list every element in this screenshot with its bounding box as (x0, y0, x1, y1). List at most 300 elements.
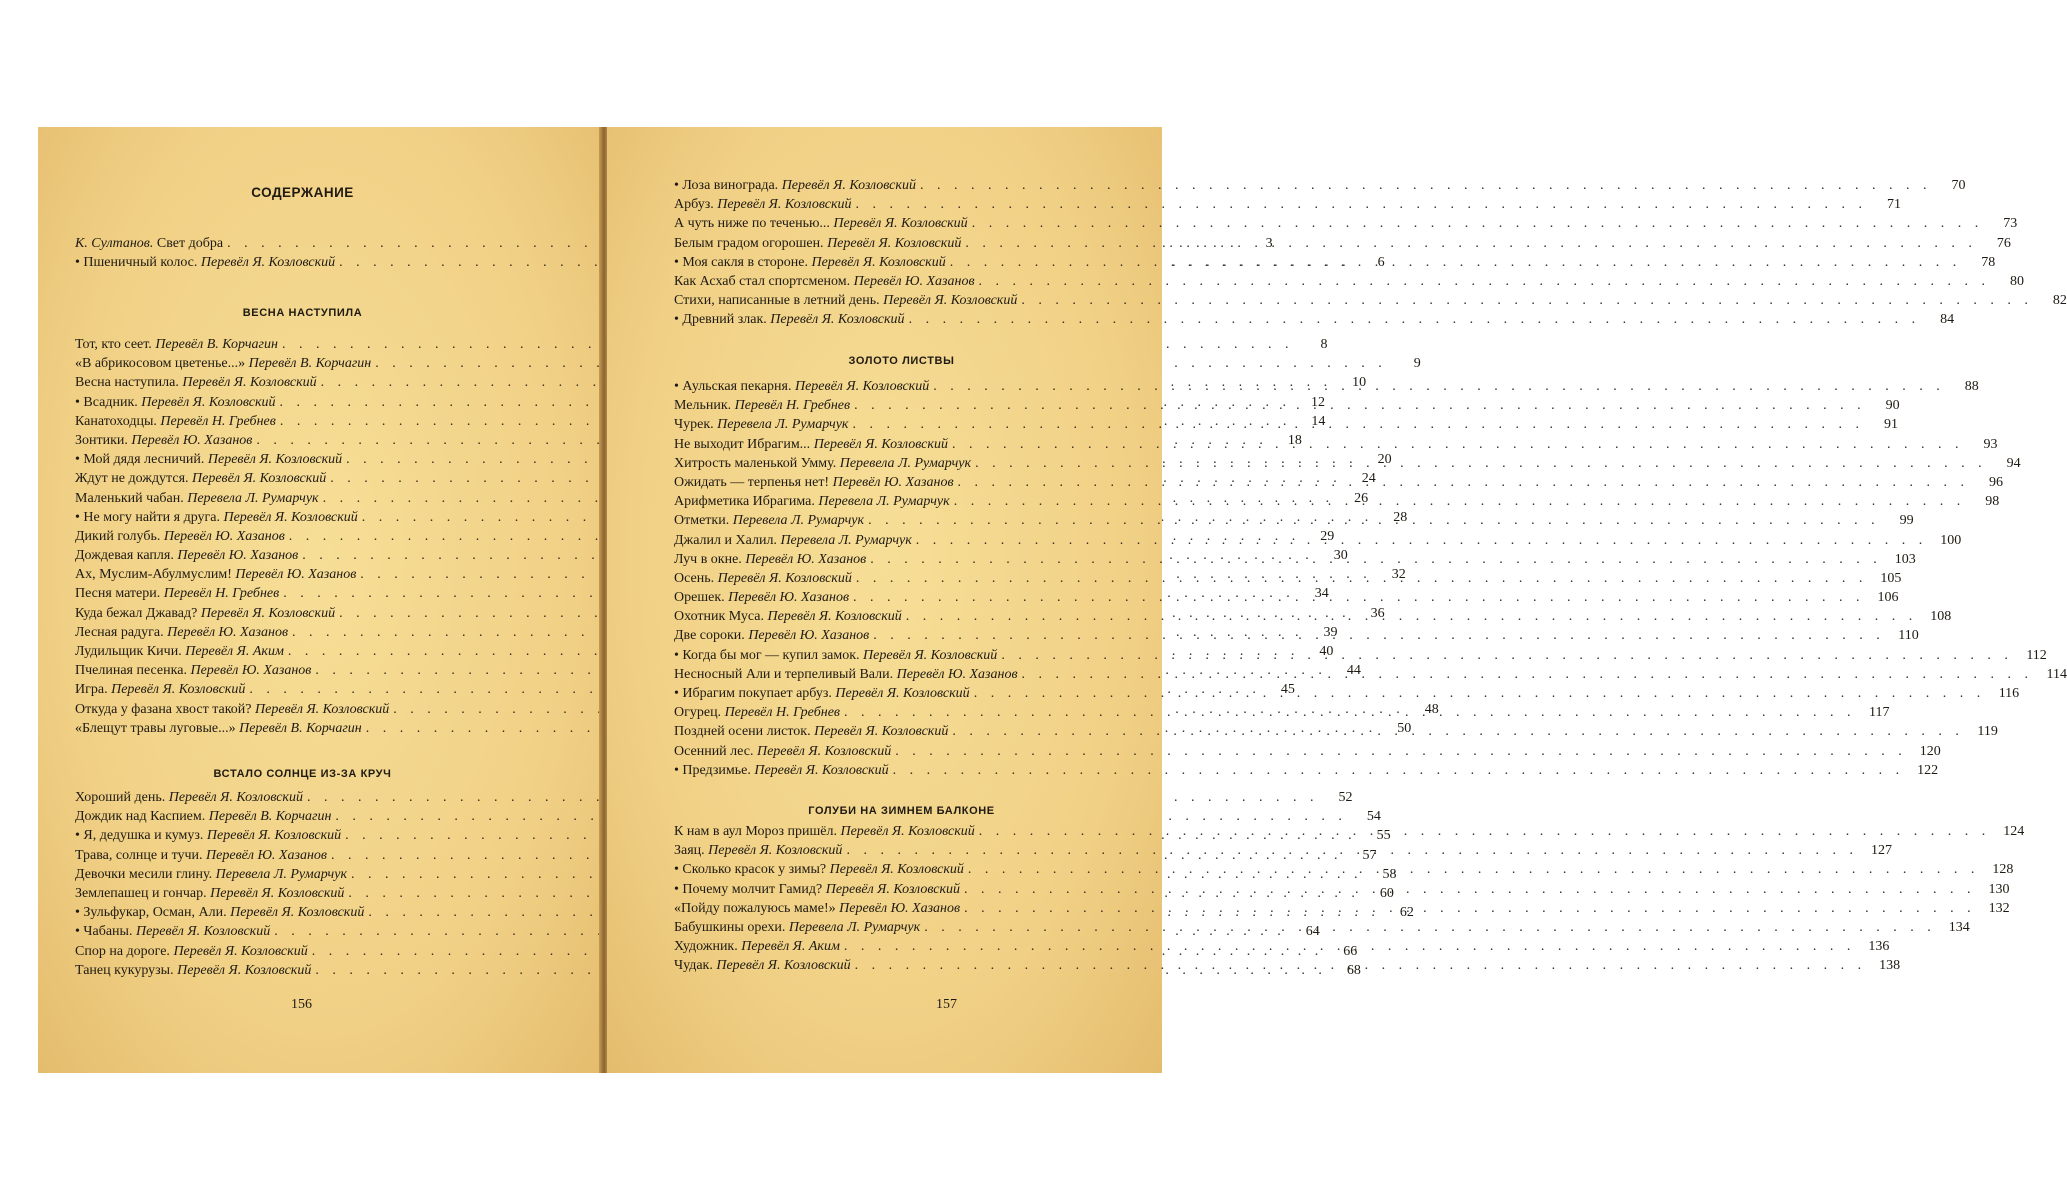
entry-text (674, 176, 916, 195)
entry-page-number: 18 (1287, 432, 1302, 448)
entry-page-number: 90 (1885, 398, 1900, 414)
dot-leader (852, 569, 1868, 588)
entry-page-number: 76 (1996, 235, 2011, 251)
entry-text (75, 865, 347, 884)
entry-title: • Мой дядя лесничий. (75, 452, 205, 468)
entry-title: • Лоза винограда. (674, 178, 779, 193)
entry-text (674, 626, 869, 645)
entry-page-number: 94 (2006, 455, 2021, 471)
entry-page-number: 24 (1361, 471, 1376, 487)
entry-title: Белым градом огорошен. (674, 235, 824, 251)
toc-entry (75, 335, 1328, 354)
page-number: 156 (291, 997, 312, 1012)
entry-translator: Перевёл Я. Козловский (230, 905, 365, 921)
entry-title: Откуда у фазана хвост такой? (75, 701, 252, 717)
entry-text (674, 253, 946, 272)
entry-text (75, 642, 284, 661)
entry-page-number: 29 (1320, 528, 1335, 544)
book-spread (38, 127, 2067, 1073)
entry-page-number: 68 (1346, 962, 1361, 978)
entry-page-number: 64 (1305, 924, 1320, 940)
entry-title: Дождевая капля. (75, 548, 174, 564)
dot-leader (912, 531, 1928, 550)
toc-entry (674, 272, 2025, 291)
entry-text (75, 807, 331, 826)
entry-text (674, 550, 866, 569)
dot-leader (848, 415, 1864, 434)
toc-entry (75, 788, 1353, 807)
dot-leader (866, 550, 1882, 569)
toc-entry (674, 195, 1901, 214)
entry-title: Куда бежал Джавад? (75, 605, 198, 621)
entry-text (75, 508, 358, 527)
entry-translator: Перевёл Ю. Хазанов (131, 432, 253, 448)
entry-title: • Не могу найти я друга. (75, 509, 220, 525)
entry-title: Орешек. (674, 590, 725, 606)
dot-leader (960, 899, 1976, 918)
entry-title: Художник. (674, 939, 738, 955)
entry-text (75, 584, 279, 603)
entry-text (75, 700, 389, 719)
entry-translator: Перевёл Я. Козловский (754, 762, 889, 778)
entry-translator: Перевёл Я. Аким (741, 939, 840, 955)
entry-title: Луч в окне. (674, 551, 742, 567)
entry-title: Чурек. (674, 417, 714, 433)
dot-leader (968, 214, 1984, 233)
entry-page-number: 6 (1377, 255, 1385, 271)
entry-text (674, 195, 852, 214)
entry-page-number: 99 (1899, 513, 1914, 529)
entry-page-number: 45 (1280, 682, 1295, 698)
entry-translator: Перевёл Я. Козловский (827, 235, 962, 251)
entry-title: Несносный Али и терпеливый Вали. (674, 666, 894, 682)
entry-translator: Перевёл Я. Козловский (168, 790, 303, 805)
entry-text (75, 335, 278, 354)
entry-page-number: 39 (1323, 624, 1338, 640)
entry-title: Игра. (75, 682, 108, 698)
entry-translator: Перевёл Ю. Хазанов (177, 548, 299, 564)
entry-page-number: 84 (1940, 312, 1955, 328)
entry-translator: Перевёл Я. Козловский (177, 962, 312, 978)
entry-translator: Перевёл Я. Аким (185, 644, 284, 659)
entry-translator: Перевёл Я. Козловский (781, 178, 916, 193)
entry-translator: Перевела Л. Румарчук (732, 513, 865, 529)
entry-title: Ожидать — терпенья нет! (674, 474, 830, 490)
entry-translator: Перевёл Н. Гребнев (724, 705, 840, 721)
entry-page-number: 122 (1917, 762, 1939, 778)
entry-text (75, 623, 288, 642)
entry-translator: Перевёл Я. Козловский (182, 375, 317, 391)
entry-text (75, 450, 342, 469)
entry-translator: Перевёл Я. Козловский (756, 743, 892, 759)
dot-leader (929, 377, 1945, 396)
entry-page-number: 48 (1424, 701, 1439, 717)
section-heading: ГОЛУБИ НА ЗИМНЕМ БАЛКОНЕ (808, 805, 995, 817)
entry-page-number: 132 (1988, 900, 2010, 916)
entry-page-number: 44 (1346, 663, 1361, 679)
entry-translator: Перевёл Я. Козловский (840, 824, 975, 839)
entry-text (674, 272, 975, 291)
dot-leader (948, 435, 1964, 454)
entry-title: Арбуз. (674, 197, 714, 213)
entry-text (75, 719, 362, 738)
entry-translator: Перевёл Ю. Хазанов (190, 663, 312, 679)
entry-translator: Перевёл В. Корчагин (155, 337, 278, 352)
entry-text (674, 722, 948, 741)
entry-page-number: 10 (1352, 375, 1367, 391)
dot-leader (997, 646, 2013, 665)
entry-page-number: 66 (1343, 943, 1358, 959)
entry-page-number: 93 (1983, 436, 1998, 452)
entry-translator: Перевёл Я. Козловский (825, 881, 960, 897)
entry-translator: Перевёл Я. Козловский (173, 943, 308, 959)
entry-title: Весна наступила. (75, 375, 179, 391)
entry-title: Отметки. (674, 513, 730, 529)
entry-text (674, 860, 964, 879)
entry-page-number: 34 (1314, 586, 1329, 602)
entry-page-number: 54 (1366, 809, 1381, 825)
entry-page-number: 28 (1393, 509, 1408, 525)
dot-leader (916, 176, 1932, 195)
entry-translator: Перевёл Я. Козловский (829, 862, 964, 878)
entry-page-number: 70 (1951, 178, 1966, 193)
entry-page-number: 80 (2010, 273, 2025, 289)
dot-leader (852, 195, 1868, 214)
entry-translator: Перевёл Я. Козловский (767, 609, 902, 625)
entry-title: Пчелиная песенка. (75, 663, 187, 679)
entry-page-number: 55 (1376, 828, 1391, 844)
entry-page-number: 78 (1981, 254, 1996, 270)
entry-title: Зонтики. (75, 432, 128, 448)
entry-page-number: 32 (1391, 567, 1406, 583)
entry-page-number: 91 (1883, 417, 1898, 433)
entry-title: Заяц. (674, 843, 705, 859)
entry-text (75, 412, 276, 431)
entry-page-number: 62 (1399, 905, 1414, 921)
toc-entry (674, 234, 2011, 253)
entry-page-number: 52 (1338, 790, 1353, 805)
entry-title: Бабушкины орехи. (674, 919, 786, 935)
entry-text (75, 661, 311, 680)
dot-leader (891, 742, 1907, 761)
entry-title: • Чабаны. (75, 924, 133, 940)
entry-text (674, 880, 960, 899)
entry-title: Землепашец и гончар. (75, 885, 207, 901)
entry-text (674, 607, 902, 626)
entry-translator: Перевёл Ю. Хазанов (167, 624, 289, 640)
entry-title: Огурец. (674, 705, 722, 721)
entry-page-number: 96 (1989, 474, 2004, 490)
dot-leader (851, 956, 1867, 975)
entry-text (674, 435, 948, 454)
entry-title: «Блещут травы луговые...» (75, 720, 236, 736)
entry-text (674, 511, 864, 530)
entry-page-number: 116 (1998, 686, 2020, 701)
entry-translator: Перевёл Ю. Хазанов (206, 847, 327, 863)
entry-page-number: 40 (1319, 644, 1334, 659)
entry-page-number: 82 (2052, 293, 2067, 309)
entry-translator: Перевёл Ю. Хазанов (235, 567, 357, 583)
entry-text (674, 415, 848, 434)
entry-title: • Сколько красок у зимы? (674, 862, 827, 878)
entry-title: Хитрость маленькой Умму. (674, 455, 837, 471)
dot-leader (849, 588, 1865, 607)
entry-title: Осенний лес. (674, 743, 754, 759)
dot-leader (970, 684, 1986, 703)
entry-title: Охотник Муса. (674, 609, 764, 625)
entry-translator: Перевёл Я. Козловский (192, 471, 327, 487)
entry-translator: Перевёл Ю. Хазанов (832, 474, 954, 490)
entry-translator: Перевёл Ю. Хазанов (839, 900, 961, 916)
entry-translator: Перевёл Я. Козловский (794, 379, 930, 394)
entry-page-number: 36 (1370, 605, 1385, 621)
entry-page-number: 114 (2046, 666, 2067, 682)
entry-text (674, 918, 920, 937)
entry-translator: Перевёл Н. Гребнев (163, 586, 280, 602)
entry-page-number: 100 (1940, 532, 1962, 548)
entry-text (75, 680, 245, 699)
entry-title: • Я, дедушка и кумуз. (75, 828, 204, 844)
toc-entry (674, 761, 1939, 780)
entry-page-number: 110 (1898, 628, 1919, 644)
entry-page-number: 3 (1265, 236, 1273, 251)
entry-translator: Перевёл Я. Козловский (883, 293, 1018, 309)
toc-entry (674, 176, 1966, 195)
entry-title: • Зульфукар, Осман, Али. (75, 905, 227, 921)
toc-entry (674, 253, 1996, 272)
entry-page-number: 124 (2003, 824, 2025, 839)
entry-translator: Перевёл Я. Козловский (833, 216, 968, 232)
entry-translator: Перевёл Я. Козловский (206, 828, 342, 844)
entry-title: Арифметика Ибрагима. (674, 494, 815, 510)
entry-text (75, 788, 303, 807)
entry-translator: Перевёл Я. Козловский (200, 605, 336, 621)
continued-list (674, 176, 2067, 330)
entry-text (674, 310, 905, 329)
dot-leader (842, 841, 1858, 860)
section-heading: ВСТАЛО СОЛНЦЕ ИЗ-ЗА КРУЧ (213, 768, 392, 780)
dot-leader (840, 937, 1856, 956)
entry-title: Как Асхаб стал спортсменом. (674, 273, 851, 289)
entry-title: • Ибрагим покупает арбуз. (674, 686, 832, 701)
entry-text (674, 234, 961, 253)
entry-title: К. Султанов. (75, 236, 154, 251)
entry-text (75, 604, 335, 623)
dot-leader (850, 396, 1866, 415)
toc-entry (674, 291, 2067, 310)
entry-title: Лесная радуга. (75, 624, 164, 640)
entry-text (75, 903, 364, 922)
dot-leader (971, 454, 1987, 473)
entry-translator: Перевёл Ю. Хазанов (163, 528, 285, 544)
entry-text (75, 546, 298, 565)
entry-page-number: 50 (1397, 720, 1412, 736)
entry-text (674, 454, 971, 473)
dot-leader (975, 272, 1991, 291)
entry-page-number: 127 (1870, 843, 1892, 859)
entry-title: Маленький чабан. (75, 490, 184, 506)
entry-translator: Перевёл Я. Козловский (717, 197, 852, 213)
entry-text (75, 234, 223, 253)
entry-text (674, 569, 852, 588)
entry-page-number: 128 (1992, 862, 2014, 878)
entry-title: Джалил и Халил. (674, 532, 777, 548)
entry-text (75, 961, 311, 980)
toc-entry (674, 310, 1955, 329)
entry-translator: Перевела Л. Румарчук (780, 532, 912, 548)
entry-text (75, 253, 335, 272)
entry-text (75, 846, 327, 865)
entry-translator: Перевёл Я. Козловский (708, 843, 843, 859)
entry-page-number: 105 (1880, 570, 1902, 586)
entry-title: Тот, кто сеет. (75, 337, 152, 352)
entry-translator: Перевела Л. Румарчук (839, 455, 972, 471)
entry-title: • Пшеничный колос. (75, 255, 198, 271)
entry-title: «В абрикосовом цветенье...» (75, 356, 246, 372)
entry-title: Трава, солнце и тучи. (75, 847, 203, 863)
entry-translator: Перевёл Я. Козловский (813, 436, 948, 452)
entry-text (674, 742, 891, 761)
entry-text (75, 393, 276, 412)
entry-page-number: 117 (1869, 705, 1890, 721)
entry-title: Ах, Муслим-Абулмуслим! (75, 567, 232, 583)
entry-text (75, 373, 317, 392)
entry-translator: Перевёл В. Корчагин (248, 356, 372, 372)
entry-translator: Перевёл Я. Козловский (210, 885, 345, 901)
entry-translator: Перевела Л. Румарчук (717, 417, 849, 433)
entry-translator: Перевёл Я. Козловский (135, 924, 271, 940)
entry-text (75, 431, 252, 450)
entry-page-number: 98 (1985, 494, 2000, 510)
entry-page-number: 57 (1362, 847, 1377, 863)
entry-text (674, 684, 970, 703)
entry-translator: Перевёл Ю. Хазанов (853, 273, 975, 289)
entry-text (674, 899, 960, 918)
dot-leader (889, 761, 1905, 780)
entry-page-number: 20 (1377, 452, 1392, 468)
entry-page-number: 14 (1311, 413, 1326, 429)
entry-page-number: 60 (1379, 885, 1394, 901)
entry-text (674, 841, 842, 860)
dot-leader (905, 310, 1921, 329)
entry-page-number: 106 (1877, 590, 1899, 606)
dot-leader (869, 626, 1885, 645)
entry-page-number: 26 (1354, 490, 1369, 506)
entry-page-number: 9 (1413, 356, 1421, 372)
entry-title: Канатоходцы. (75, 413, 157, 429)
entry-translator: Перевела Л. Румарчук (215, 866, 347, 882)
entry-translator: Перевёл Я. Козловский (255, 701, 390, 717)
entry-page-number: 88 (1964, 379, 1979, 394)
entry-translator: Перевёл Я. Козловский (141, 394, 276, 410)
entry-title: Мельник. (674, 398, 732, 414)
dot-leader (920, 918, 1936, 937)
dot-leader (950, 492, 1966, 511)
dot-leader (961, 234, 1977, 253)
entry-subtitle: Свет добра (153, 236, 224, 251)
entry-translator: Перевёл Н. Гребнев (160, 413, 276, 429)
entry-text (674, 492, 950, 511)
entry-text (674, 473, 954, 492)
toc-entry (674, 214, 2018, 233)
entry-translator: Перевела Л. Румарчук (788, 919, 921, 935)
entry-text (75, 826, 341, 845)
entry-translator: Перевела Л. Румарчук (818, 494, 950, 510)
entry-page-number: 71 (1887, 197, 1901, 213)
entry-page-number: 119 (1977, 724, 1998, 740)
entry-translator: Перевёл Я. Козловский (111, 682, 246, 698)
entry-title: Девочки месили глину. (75, 866, 213, 882)
entry-page-number: 8 (1320, 337, 1328, 352)
dot-leader (964, 860, 1980, 879)
entry-title: • Аульская пекарня. (674, 379, 792, 394)
dot-leader (1018, 665, 2034, 684)
entry-title: Дождик над Каспием. (75, 809, 206, 825)
entry-text (75, 469, 326, 488)
entry-title: Чудак. (674, 958, 713, 974)
entry-page-number: 130 (1988, 881, 2010, 897)
dot-leader (960, 880, 1976, 899)
dot-leader (946, 253, 1962, 272)
entry-page-number: 108 (1930, 609, 1952, 625)
entry-title: • Моя сакля в стороне. (674, 254, 808, 270)
entry-title: Хороший день. (75, 790, 166, 805)
entry-translator: Перевёл Я. Козловский (207, 452, 343, 468)
entry-text (674, 531, 912, 550)
entry-text (674, 822, 975, 841)
entry-translator: Перевёл Ю. Хазанов (896, 666, 1018, 682)
entry-title: Стихи, написанные в летний день. (674, 293, 880, 309)
entry-translator: Перевёл Я. Козловский (863, 647, 998, 663)
entry-text (75, 884, 344, 903)
entry-translator: Перевёл Я. Козловский (835, 686, 970, 701)
entry-text (674, 396, 850, 415)
entry-text (674, 646, 997, 665)
entry-title: Спор на дороге. (75, 943, 170, 959)
entry-text (674, 377, 929, 396)
dot-leader (975, 822, 1991, 841)
entry-title: Поздней осени листок. (674, 724, 811, 740)
entry-title: Песня матери. (75, 586, 161, 602)
entry-title: Танец кукурузы. (75, 962, 174, 978)
entry-title: К нам в аул Мороз пришёл. (674, 824, 837, 839)
entry-text (674, 291, 1017, 310)
entry-page-number: 30 (1333, 548, 1348, 564)
toc-entry (674, 742, 1941, 761)
entry-translator: Перевёл Ю. Хазанов (745, 551, 867, 567)
entry-title: • Древний злак. (674, 312, 767, 328)
page-title: СОДЕРЖАНИЕ (251, 185, 354, 200)
dot-leader (1017, 291, 2033, 310)
dot-leader (840, 703, 1856, 722)
entry-translator: Перевёл Я. Козловский (814, 724, 949, 740)
entry-text (75, 942, 308, 961)
entry-page-number: 112 (2026, 647, 2047, 663)
entry-title: Дикий голубь. (75, 528, 161, 544)
entry-translator: Перевёл Я. Козловский (716, 958, 851, 974)
entry-title: • Предзимье. (674, 762, 751, 778)
entry-translator: Перевёл Ю. Хазанов (748, 628, 870, 644)
entry-page-number: 58 (1382, 866, 1397, 882)
entry-title: «Пойду пожалуюсь маме!» (674, 900, 836, 916)
entry-page-number: 103 (1894, 551, 1916, 567)
entry-text (75, 354, 371, 373)
entry-text (75, 565, 356, 584)
entry-page-number: 136 (1868, 939, 1890, 955)
entry-text (674, 761, 889, 780)
entry-translator: Перевёл Я. Козловский (811, 254, 946, 270)
entry-title: Лудильщик Кичи. (75, 644, 182, 659)
